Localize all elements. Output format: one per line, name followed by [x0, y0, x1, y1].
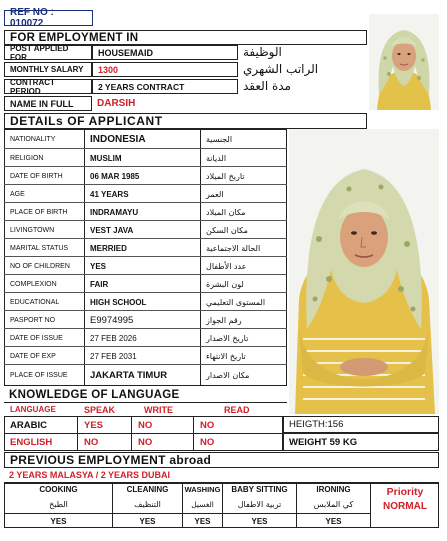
detail-value-place-of-issue: JAKARTA TIMUR — [90, 370, 168, 381]
language-header-write: WRITE — [144, 404, 173, 415]
previous-employment-detail: 2 YEARS MALASYA / 2 YEARS DUBAI — [9, 470, 171, 480]
detail-arabic-complexion: لون البشرة — [206, 279, 244, 289]
skill-arabic-cooking: الطبخ — [49, 500, 68, 509]
detail-arabic-age: العمر — [206, 189, 224, 199]
language-header-language: LANGUAGE — [10, 405, 56, 414]
language-row-arabic-name: ARABIC — [10, 419, 47, 431]
skill-header-baby-sitting: BABY SITTING — [231, 485, 288, 494]
portrait-illustration-small — [369, 14, 439, 110]
detail-label-age: AGE — [10, 190, 25, 198]
detail-label-complexion: COMPLEXION — [10, 280, 57, 288]
applicant-photo-large — [289, 129, 439, 414]
language-row-arabic-read: NO — [200, 419, 215, 431]
skill-header-cooking: COOKING — [39, 485, 78, 494]
contract-period-value: 2 YEARS CONTRACT — [92, 79, 238, 94]
language-row-english-write: NO — [138, 437, 153, 448]
detail-value-education: HIGH SCHOOL — [90, 297, 147, 307]
previous-employment-title: PREVIOUS EMPLOYMENT abroad — [4, 452, 439, 468]
detail-value-complexion: FAIR — [90, 279, 109, 289]
language-row-english-speak: NO — [84, 437, 99, 448]
detail-arabic-education: المستوى التعليمي — [206, 297, 266, 307]
detail-value-place-of-birth: INDRAMAYU — [90, 207, 139, 217]
detail-label-date-of-exp: DATE OF EXP — [10, 352, 56, 360]
detail-arabic-place-of-birth: مكان الميلاد — [206, 207, 246, 217]
monthly-salary-arabic: الراتب الشهري — [243, 61, 319, 76]
detail-arabic-passport: رقم الجواز — [206, 315, 242, 325]
detail-value-nationality: INDONESIA — [90, 133, 146, 145]
detail-arabic-livingtown: مكان السكن — [206, 225, 248, 235]
skill-value-cleaning: YES — [139, 516, 156, 526]
detail-label-date-of-issue: DATE OF ISSUE — [10, 334, 63, 342]
full-name-label: NAME IN FULL — [4, 96, 92, 111]
full-name-value: DARSIH — [97, 98, 136, 109]
detail-value-marital-status: MERRIED — [90, 243, 127, 253]
skill-arabic-washing: الغسيل — [191, 500, 214, 509]
language-row-arabic-write: NO — [138, 419, 153, 431]
post-applied-label: POST APPLIED FOR — [4, 45, 92, 60]
monthly-salary-value: 1300 — [92, 62, 238, 77]
skill-arabic-ironing: كي الملابس — [313, 500, 354, 509]
detail-label-livingtown: LIVINGTOWN — [10, 226, 55, 234]
language-row-arabic-speak: YES — [84, 419, 104, 431]
post-applied-value: HOUSEMAID — [92, 45, 238, 60]
detail-value-livingtown: VEST JAVA — [90, 225, 134, 235]
skill-header-cleaning: CLEANING — [126, 485, 169, 494]
ref-number: REF NO : 010072 — [4, 10, 93, 26]
detail-value-passport: E9974995 — [90, 314, 134, 326]
detail-arabic-dob: تاريخ الميلاد — [206, 171, 245, 181]
detail-label-passport: PASPORT NO — [10, 316, 56, 324]
contract-period-arabic: مدة العقد — [243, 78, 291, 93]
language-header-speak: SPEAK — [84, 404, 116, 415]
priority-value: NORMAL — [383, 500, 427, 512]
skill-arabic-baby-sitting: تربية الاطفال — [237, 500, 282, 509]
language-row-english-read: NO — [200, 437, 215, 448]
detail-label-dob: DATE OF BIRTH — [10, 172, 63, 180]
language-header-read: READ — [224, 404, 250, 415]
employment-section-title: FOR EMPLOYMENT IN — [4, 30, 367, 45]
detail-label-place-of-issue: PLACE OF ISSUE — [10, 372, 68, 379]
skill-value-cooking: YES — [50, 516, 67, 526]
portrait-illustration-large — [289, 129, 439, 414]
detail-value-religion: MUSLIM — [90, 153, 122, 163]
height-value: HEIGTH:156 — [283, 416, 439, 433]
language-section-title: KNOWLEDGE OF LANGUAGE — [9, 388, 180, 401]
detail-arabic-marital-status: الحالة الاجتماعية — [206, 243, 261, 253]
detail-value-children: YES — [90, 261, 107, 271]
detail-label-nationality: NATIONALITY — [10, 135, 56, 143]
detail-value-dob: 06 MAR 1985 — [90, 171, 140, 181]
detail-arabic-religion: الديانة — [206, 153, 227, 163]
skill-header-washing: WASHING — [184, 485, 221, 494]
detail-arabic-date-of-exp: تاريخ الانتهاء — [206, 351, 246, 361]
detail-arabic-place-of-issue: مكان الاصدار — [206, 371, 250, 380]
skill-header-ironing: IRONING — [316, 485, 351, 494]
detail-label-children: NO OF CHILDREN — [10, 262, 70, 270]
detail-label-religion: RELIGION — [10, 154, 44, 162]
detail-arabic-date-of-issue: تاريخ الاصدار — [206, 333, 249, 343]
detail-label-education: EDUCATIONAL — [10, 298, 60, 306]
monthly-salary-label: MONTHLY SALARY — [4, 62, 92, 77]
detail-arabic-nationality: الجنسية — [206, 134, 233, 144]
priority-label: Priority — [386, 486, 424, 498]
contract-period-label: CONTRACT PERIOD — [4, 79, 92, 94]
skill-value-baby-sitting: YES — [251, 516, 268, 526]
detail-arabic-children: عدد الأطفال — [206, 261, 247, 271]
language-row-english-name: ENGLISH — [10, 437, 53, 448]
details-section-title: DETAILs OF APPLICANT — [4, 113, 367, 129]
applicant-photo-small — [369, 14, 439, 110]
post-applied-arabic: الوظيفة — [243, 44, 282, 59]
skill-arabic-cleaning: التنظيف — [134, 500, 161, 509]
skill-value-ironing: YES — [325, 516, 342, 526]
detail-value-age: 41 YEARS — [90, 189, 129, 199]
detail-value-date-of-exp: 27 FEB 2031 — [90, 351, 137, 361]
detail-label-place-of-birth: PLACE OF BIRTH — [10, 208, 68, 216]
weight-value: WEIGHT 59 KG — [283, 433, 439, 451]
detail-label-marital-status: MARITAL STATUS — [10, 244, 69, 252]
detail-value-date-of-issue: 27 FEB 2026 — [90, 333, 137, 343]
skill-value-washing: YES — [194, 516, 211, 526]
